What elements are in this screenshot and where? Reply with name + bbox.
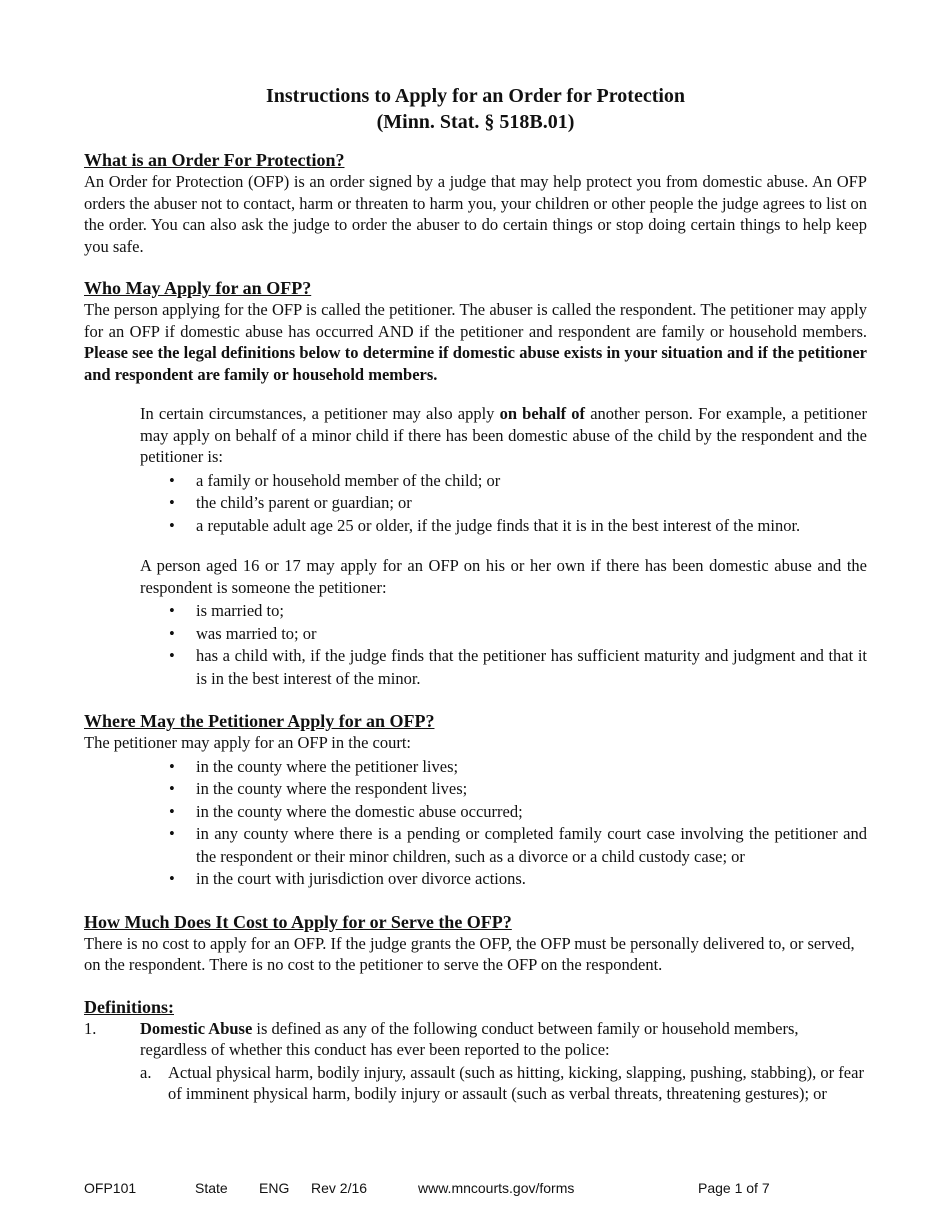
behalf-paragraph bbox=[140, 403, 867, 468]
section-who bbox=[84, 277, 867, 690]
document-page bbox=[84, 83, 867, 1105]
subitem-text: Actual physical harm, bodily injury, assault (such as hitting, kicking, slapping, pushing, stabbing), or fear of imminent physical harm, bodily injury or assault (such as verbal threats, threatening gestures); or bbox=[168, 1062, 864, 1103]
footer-jurisdiction: State bbox=[195, 1180, 228, 1196]
behalf-bold: on behalf of bbox=[499, 404, 586, 423]
definition-term: Domestic Abuse bbox=[140, 1018, 253, 1038]
list-item: • a reputable adult age 25 or older, if the judge finds that it is in the best interest of the minor. bbox=[84, 515, 867, 538]
subitem-letter: a. bbox=[140, 1062, 152, 1082]
section-body-cost: There is no cost to apply for an OFP. If the judge grants the OFP, the OFP must be personally delivered to, or served, on the respondent. There is no cost to the petitioner to serve the OFP on the respondent. bbox=[84, 933, 855, 974]
where-list bbox=[84, 756, 867, 891]
section-intro-where: The petitioner may apply for an OFP in the court: bbox=[84, 733, 412, 752]
section-where bbox=[84, 710, 867, 891]
minor-paragraph: A person aged 16 or 17 may apply for an OFP on his or her own if there has been domestic abuse and the respondent is someone the petitioner: bbox=[140, 556, 867, 597]
section-heading-where: Where May the Petitioner Apply for an OFP? bbox=[84, 711, 435, 731]
section-heading-definitions: Definitions: bbox=[84, 996, 174, 1017]
who-body-plain: The person applying for the OFP is called the petitioner. The abuser is called the respondent. The petitioner may apply for an OFP if domestic abuse has occurred AND if the petitioner and respondent are family or household members. bbox=[84, 300, 867, 341]
section-heading-what: What is an Order For Protection? bbox=[84, 150, 345, 170]
list-item: • the child’s parent or guardian; or bbox=[84, 492, 867, 515]
section-cost bbox=[84, 911, 867, 976]
list-item: • in the county where the petitioner lives; bbox=[84, 756, 867, 779]
footer-page-number: Page 1 of 7 bbox=[698, 1180, 770, 1196]
behalf-pre: In certain circumstances, a petitioner may also apply bbox=[140, 404, 500, 423]
list-item: • a family or household member of the child; or bbox=[84, 470, 867, 493]
definition-number: 1. bbox=[84, 1018, 97, 1038]
section-what bbox=[84, 149, 867, 257]
list-item: • in the county where the domestic abuse occurred; bbox=[84, 801, 867, 824]
definition-item bbox=[84, 1018, 867, 1061]
footer-url: www.mncourts.gov/forms bbox=[418, 1180, 575, 1196]
section-body-who bbox=[84, 299, 867, 385]
section-heading-who: Who May Apply for an OFP? bbox=[84, 278, 312, 298]
list-item: • in the court with jurisdiction over divorce actions. bbox=[84, 868, 867, 891]
section-definitions bbox=[84, 996, 867, 1105]
behalf-post: another person. For example, a petitioner may apply on behalf of a minor child if there has been domestic abuse of the child by the respondent and the petitioner is: bbox=[140, 404, 867, 466]
list-item: • in any county where there is a pending or completed family court case involving the petitioner and the respondent or their minor children, such as a divorce or a child custody case; or bbox=[84, 823, 867, 868]
footer-language: ENG bbox=[259, 1180, 290, 1196]
list-item: • in the county where the respondent lives; bbox=[84, 778, 867, 801]
minor-list bbox=[84, 600, 867, 690]
definition-subitem bbox=[84, 1062, 867, 1105]
footer-form-id: OFP101 bbox=[84, 1180, 137, 1196]
section-heading-cost: How Much Does It Cost to Apply for or Serve the OFP? bbox=[84, 911, 512, 932]
definition-text: is defined as any of the following conduct between family or household members, regardless of whether this conduct has ever been reported to the police: bbox=[140, 1018, 799, 1059]
document-subtitle: (Minn. Stat. § 518B.01) bbox=[376, 111, 575, 133]
document-title: Instructions to Apply for an Order for Protection bbox=[265, 85, 686, 107]
footer-revision: Rev 2/16 bbox=[311, 1180, 368, 1196]
list-item: • was married to; or bbox=[84, 623, 867, 646]
who-body-bold: Please see the legal definitions below to determine if domestic abuse exists in your situation and if the petitioner and respondent are family or household members. bbox=[84, 343, 867, 384]
behalf-list bbox=[84, 470, 867, 538]
list-item: • has a child with, if the judge finds that the petitioner has sufficient maturity and judgment and that it is in the best interest of the minor. bbox=[84, 645, 867, 690]
section-body-what: An Order for Protection (OFP) is an order signed by a judge that may help protect you from domestic abuse. An OFP orders the abuser not to contact, harm or threaten to harm you, your children or other people the judge agrees to list on the order. You can also ask the judge to order the abuser to do certain things or stop doing certain things to help keep you safe. bbox=[84, 172, 867, 256]
list-item: • is married to; bbox=[84, 600, 867, 623]
